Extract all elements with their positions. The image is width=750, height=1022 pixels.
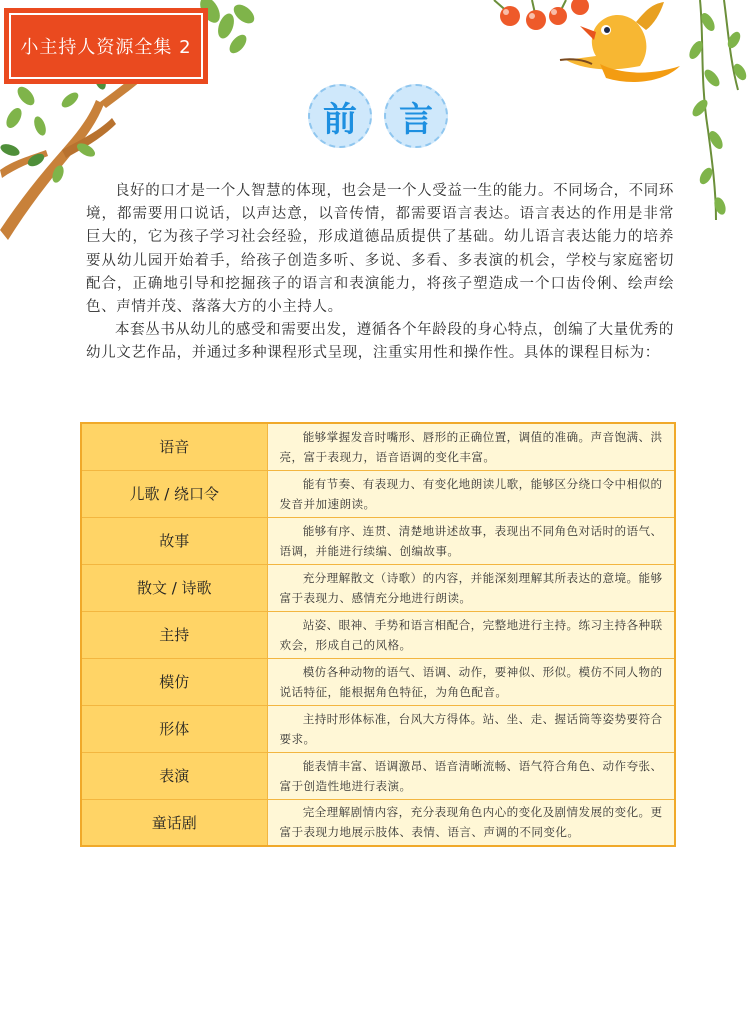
title-char-1: 前 [308,84,372,148]
table-row [81,658,675,705]
goal-description: 模仿各种动物的语气、语调、动作，要神似、形似。模仿不同人物的说话特征，能根据角色特征，为角色配音。 [267,658,675,705]
goal-description: 完全理解剧情内容，充分表现角色内心的变化及剧情发展的变化。更富于表现力地展示肢体、表情、语言、声调的不同变化。 [267,799,675,846]
goal-description: 能有节奏、有表现力、有变化地朗读儿歌，能够区分绕口令中相似的发音并加速朗读。 [267,470,675,517]
title-char-2: 言 [384,84,448,148]
intro-paragraph-1: 良好的口才是一个人智慧的体现，也会是一个人受益一生的能力。不同场合，不同环境，都需要用口说话，以声达意，以音传情，都需要语言表达。语言表达的作用是非常巨大的，它为孩子学习社会经验，形成道德品质提供了基础。幼儿语言表达能力的培养要从幼儿园开始着手，给孩子创造多听、多说、多看、多表演的机会，学校与家庭密切配合，正确地引导和挖掘孩子的语言和表演能力，将孩子塑造成一个口齿伶俐、绘声绘色、声情并茂、落落大方的小主持人。 [86,183,674,316]
goal-subject: 散文 / 诗歌 [81,564,267,611]
series-badge [4,8,208,84]
vine-icon [687,0,749,220]
table-row [81,564,675,611]
goal-subject: 形体 [81,705,267,752]
goal-description: 能表情丰富、语调激昂、语音清晰流畅、语气符合角色、动作夸张、富于创造性地进行表演。 [267,752,675,799]
goal-subject: 主持 [81,611,267,658]
goal-description: 能够掌握发音时嘴形、唇形的正确位置，调值的准确。声音饱满、洪亮，富于表现力，语音语调的变化丰富。 [267,423,675,470]
intro-text [86,180,674,366]
table-row [81,752,675,799]
goal-subject: 模仿 [81,658,267,705]
table-row [81,470,675,517]
goal-subject: 故事 [81,517,267,564]
table-row [81,611,675,658]
goal-description: 能够有序、连贯、清楚地讲述故事，表现出不同角色对话时的语气、语调，并能进行续编、创编故事。 [267,517,675,564]
course-goals-table [80,422,676,847]
table-row [81,517,675,564]
table-row [81,705,675,752]
table-row [81,423,675,470]
table-row [81,799,675,846]
goal-subject: 童话剧 [81,799,267,846]
series-title: 小主持人资源全集 2 [9,13,203,79]
page-title [308,84,448,150]
goal-description: 站姿、眼神、手势和语言相配合，完整地进行主持。练习主持各种联欢会，形成自己的风格。 [267,611,675,658]
goal-subject: 语音 [81,423,267,470]
goal-description: 充分理解散文（诗歌）的内容，并能深刻理解其所表达的意境。能够富于表现力、感情充分地进行朗读。 [267,564,675,611]
goal-subject: 儿歌 / 绕口令 [81,470,267,517]
berries-icon [494,0,589,30]
goal-description: 主持时形体标准，台风大方得体。站、坐、走、握话筒等姿势要符合要求。 [267,705,675,752]
goal-subject: 表演 [81,752,267,799]
intro-paragraph-2: 本套丛书从幼儿的感受和需要出发，遵循各个年龄段的身心特点，创编了大量优秀的幼儿文艺作品，并通过多种课程形式呈现，注重实用性和操作性。具体的课程目标为： [86,322,674,362]
